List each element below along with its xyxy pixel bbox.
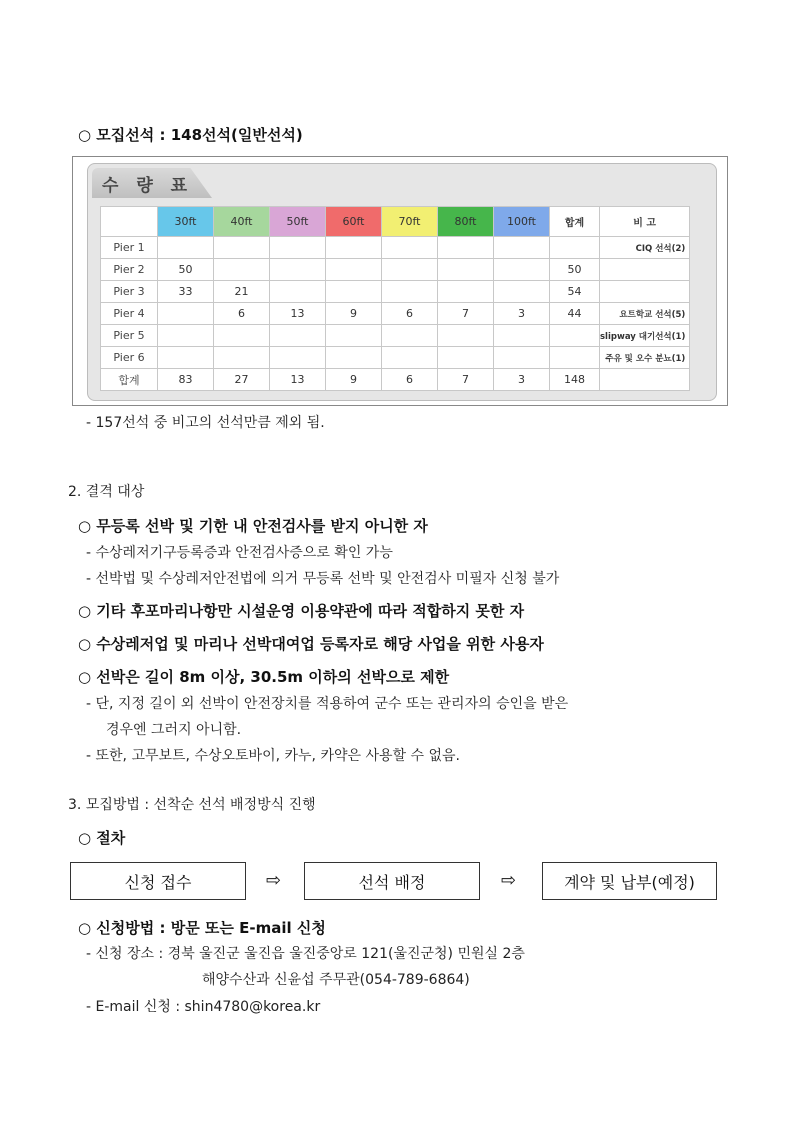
value-cell <box>494 347 550 369</box>
step-arrow-icon: ⇨ <box>501 870 517 891</box>
disq-item-1-sub-2: - 선박법 및 수상레저안전법에 의거 무등록 선박 및 안전검사 미필자 신청 불가 <box>86 571 560 587</box>
value-cell: 7 <box>438 303 494 325</box>
table-row <box>101 347 690 369</box>
value-cell <box>438 237 494 259</box>
disq-item-1: ○ 무등록 선박 및 기한 내 안전검사를 받지 아니한 자 <box>78 517 428 535</box>
note-cell: CIQ 선석(2) <box>600 237 690 259</box>
step-contract-box <box>542 862 717 900</box>
value-cell <box>326 281 382 303</box>
disq-item-2: ○ 기타 후포마리나항만 시설운영 이용약관에 따라 적합하지 못한 자 <box>78 602 525 620</box>
row-label: Pier 3 <box>101 281 158 303</box>
row-label: Pier 2 <box>101 259 158 281</box>
table-row <box>101 369 690 391</box>
note-cell <box>600 369 690 391</box>
note-cell: 주유 및 오수 분뇨(1) <box>600 347 690 369</box>
value-cell: 148 <box>550 369 600 391</box>
value-cell <box>326 259 382 281</box>
value-cell <box>382 259 438 281</box>
section-3-title: 3. 모집방법 : 선착순 선석 배정방식 진행 <box>68 797 316 813</box>
disq-item-4-sub-2: - 또한, 고무보트, 수상오토바이, 카누, 카약은 사용할 수 없음. <box>86 748 460 764</box>
disq-item-3: ○ 수상레저업 및 마리나 선박대여업 등록자로 해당 사업을 위한 사용자 <box>78 635 544 653</box>
step-application-label: 신청 접수 <box>124 872 192 892</box>
row-label: Pier 6 <box>101 347 158 369</box>
header-cell: 30ft <box>158 207 214 237</box>
step-application-box <box>70 862 246 900</box>
value-cell: 6 <box>214 303 270 325</box>
value-cell: 7 <box>438 369 494 391</box>
table-row <box>101 303 690 325</box>
row-label: Pier 1 <box>101 237 158 259</box>
header-cell: 40ft <box>214 207 270 237</box>
value-cell <box>438 259 494 281</box>
value-cell <box>270 347 326 369</box>
section-2-title: 2. 결격 대상 <box>68 484 145 500</box>
value-cell: 13 <box>270 303 326 325</box>
value-cell: 50 <box>550 259 600 281</box>
note-cell <box>600 281 690 303</box>
disq-item-4-sub-1-cont: 경우엔 그러지 아니함. <box>106 722 242 738</box>
value-cell: 54 <box>550 281 600 303</box>
value-cell: 13 <box>270 369 326 391</box>
value-cell <box>382 325 438 347</box>
header-cell: 100ft <box>494 207 550 237</box>
row-label: Pier 5 <box>101 325 158 347</box>
value-cell <box>214 259 270 281</box>
value-cell: 6 <box>382 303 438 325</box>
disq-item-4-sub-1: - 단, 지정 길이 외 선박이 안전장치를 적용하여 군수 또는 관리자의 승인을 받은 <box>86 696 569 712</box>
value-cell: 9 <box>326 303 382 325</box>
value-cell <box>494 325 550 347</box>
table-footnote: - 157선석 중 비고의 선석만큼 제외 됨. <box>86 415 325 431</box>
header-cell: 비 고 <box>600 207 690 237</box>
value-cell: 21 <box>214 281 270 303</box>
note-cell <box>600 259 690 281</box>
value-cell <box>214 325 270 347</box>
step-arrow-icon: ⇨ <box>266 870 282 891</box>
value-cell <box>214 237 270 259</box>
table-header-row <box>101 207 690 237</box>
value-cell: 50 <box>158 259 214 281</box>
header-cell: 50ft <box>270 207 326 237</box>
quantity-table-frame <box>87 163 717 401</box>
value-cell <box>270 259 326 281</box>
value-cell: 27 <box>214 369 270 391</box>
quantity-table-panel <box>72 156 728 406</box>
application-method: ○ 신청방법 : 방문 또는 E-mail 신청 <box>78 919 326 937</box>
step-assignment-box <box>304 862 480 900</box>
value-cell <box>382 347 438 369</box>
step-contract-label: 계약 및 납부(예정) <box>564 872 695 892</box>
table-row <box>101 281 690 303</box>
value-cell <box>438 281 494 303</box>
value-cell <box>270 281 326 303</box>
value-cell <box>326 347 382 369</box>
value-cell: 44 <box>550 303 600 325</box>
value-cell <box>494 281 550 303</box>
value-cell: 6 <box>382 369 438 391</box>
application-email: - E-mail 신청 : shin4780@korea.kr <box>86 999 321 1015</box>
value-cell <box>382 281 438 303</box>
disq-item-4: ○ 선박은 길이 8m 이상, 30.5m 이하의 선박으로 제한 <box>78 668 450 686</box>
value-cell: 3 <box>494 369 550 391</box>
row-label: 합계 <box>101 369 158 391</box>
recruit-berths-line: ○ 모집선석 : 148선석(일반선석) <box>78 126 303 144</box>
row-label: Pier 4 <box>101 303 158 325</box>
step-assignment-label: 선석 배정 <box>358 872 426 892</box>
header-cell: 80ft <box>438 207 494 237</box>
quantity-table-title: 수 량 표 <box>102 176 194 196</box>
value-cell <box>158 347 214 369</box>
header-cell: 합계 <box>550 207 600 237</box>
table-row <box>101 259 690 281</box>
header-cell: 60ft <box>326 207 382 237</box>
value-cell <box>158 325 214 347</box>
value-cell <box>270 325 326 347</box>
value-cell <box>326 325 382 347</box>
value-cell <box>326 237 382 259</box>
value-cell <box>550 347 600 369</box>
value-cell <box>438 325 494 347</box>
note-cell: slipway 대기선석(1) <box>600 325 690 347</box>
application-contact: 해양수산과 신윤섭 주무관(054-789-6864) <box>202 972 470 988</box>
value-cell <box>158 303 214 325</box>
value-cell <box>270 237 326 259</box>
value-cell <box>550 237 600 259</box>
value-cell: 3 <box>494 303 550 325</box>
value-cell <box>382 237 438 259</box>
value-cell <box>214 347 270 369</box>
value-cell: 33 <box>158 281 214 303</box>
table-row <box>101 325 690 347</box>
header-cell: 70ft <box>382 207 438 237</box>
value-cell <box>494 237 550 259</box>
application-place: - 신청 장소 : 경북 울진군 울진읍 울진중앙로 121(울진군청) 민원실 2층 <box>86 946 525 962</box>
note-cell: 요트학교 선석(5) <box>600 303 690 325</box>
value-cell <box>494 259 550 281</box>
value-cell <box>438 347 494 369</box>
value-cell <box>550 325 600 347</box>
table-row <box>101 237 690 259</box>
value-cell <box>158 237 214 259</box>
procedure-label: ○ 절차 <box>78 829 126 847</box>
header-cell <box>101 207 158 237</box>
quantity-table <box>100 206 690 391</box>
value-cell: 83 <box>158 369 214 391</box>
value-cell: 9 <box>326 369 382 391</box>
disq-item-1-sub-1: - 수상레저기구등록증과 안전검사증으로 확인 가능 <box>86 545 393 561</box>
